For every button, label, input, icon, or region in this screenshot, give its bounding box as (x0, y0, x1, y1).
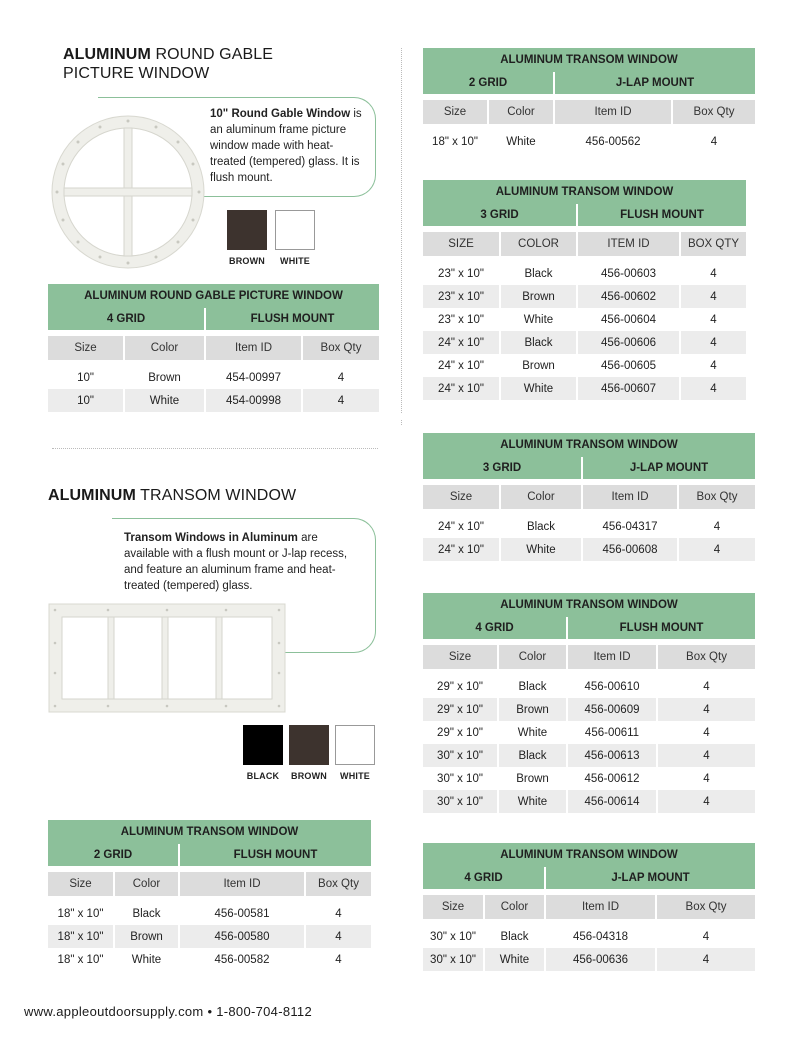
table-row: 29" x 10" Black 456-00610 4 (423, 669, 755, 698)
table-row: 30" x 10" White 456-00636 4 (423, 948, 755, 971)
mount-label: FLUSH MOUNT (566, 617, 755, 639)
table-title: ALUMINUM TRANSOM WINDOW (500, 439, 678, 451)
transom-4grid-jlap-table (423, 843, 755, 971)
table-title: ALUMINUM TRANSOM WINDOW (500, 54, 678, 66)
grid-label: 2 GRID (93, 849, 133, 861)
transom-2grid-flush-table (48, 820, 371, 971)
swatch-brown: BROWN (227, 210, 267, 266)
round-gable-swatches (227, 210, 315, 266)
table-row: 30" x 10" White 456-00614 4 (423, 790, 755, 813)
col-header: Item ID (544, 895, 655, 919)
col-header: Item ID (566, 645, 656, 669)
transom-4grid-flush-table (423, 593, 755, 813)
transom-title: ALUMINUM TRANSOM WINDOW (48, 487, 297, 504)
mount-label: J-LAP MOUNT (544, 867, 755, 889)
table-title: ALUMINUM ROUND GABLE PICTURE WINDOW (84, 290, 343, 302)
grid-label: 4 GRID (464, 872, 503, 884)
grid-label: 2 GRID (468, 77, 508, 89)
table-row: 30" x 10" Brown 456-00612 4 (423, 767, 755, 790)
swatch-white: WHITE (275, 210, 315, 266)
swatch-black: BLACK (243, 725, 283, 781)
brown-chip (227, 210, 267, 250)
footer-website[interactable]: www.appleoutdoorsupply.com (24, 1004, 204, 1019)
grid-label: 4 GRID (475, 622, 514, 634)
col-header: Size (48, 872, 113, 896)
col-header: ITEM ID (576, 232, 679, 256)
col-header: Box Qty (304, 872, 371, 896)
col-header: COLOR (499, 232, 576, 256)
mount-label: FLUSH MOUNT (576, 204, 746, 226)
round-gable-table (48, 284, 379, 412)
table-row: 18" x 10" White 456-00582 4 (48, 948, 371, 971)
transom-window-image (48, 603, 286, 713)
table-title: ALUMINUM TRANSOM WINDOW (495, 186, 674, 198)
transom-3grid-jlap-table (423, 433, 755, 561)
round-gable-description: 10" Round Gable Window is an aluminum frame picture window made with heat-treated (tempered) glass. It is flush mount. (210, 108, 362, 184)
col-header: BOX QTY (679, 232, 746, 256)
table-title: ALUMINUM TRANSOM WINDOW (500, 849, 678, 861)
col-header: Box Qty (655, 895, 755, 919)
table-row: 24" x 10" White 456-00607 4 (423, 377, 746, 400)
table-row: 18" x 10" Black 456-00581 4 (48, 896, 371, 925)
mount-label: J-LAP MOUNT (553, 72, 755, 94)
swatch-white: WHITE (335, 725, 375, 781)
footer-phone[interactable]: 1-800-704-8112 (216, 1004, 312, 1019)
table-row: 24" x 10" White 456-00608 4 (423, 538, 755, 561)
col-header: Box Qty (656, 645, 755, 669)
grid-label: 4 GRID (106, 313, 146, 325)
table-row: 29" x 10" White 456-00611 4 (423, 721, 755, 744)
table-row: 10" Brown 454-00997 4 (48, 360, 379, 389)
transom-3grid-flush-table (423, 180, 746, 400)
round-gable-window-image (48, 112, 208, 272)
col-header: Item ID (178, 872, 304, 896)
mount-label: FLUSH MOUNT (204, 308, 379, 330)
white-chip (335, 725, 375, 765)
grid-label: 3 GRID (480, 209, 519, 221)
table-row: 23" x 10" White 456-00604 4 (423, 308, 746, 331)
white-chip (275, 210, 315, 250)
col-header: Size (423, 645, 497, 669)
col-header: Size (423, 895, 483, 919)
swatch-brown: BROWN (289, 725, 329, 781)
footer-separator: • (203, 1004, 217, 1019)
col-header: Box Qty (301, 336, 379, 360)
col-header: Item ID (553, 100, 671, 124)
col-header: Color (113, 872, 178, 896)
col-header: Box Qty (677, 485, 755, 509)
col-header: Size (48, 336, 123, 360)
footer (24, 1004, 312, 1019)
transom-description: Transom Windows in Aluminum are available with a flush mount or J-lap recess, and feature an aluminum frame and heat-treated (tempered) glass. (124, 532, 348, 592)
col-header: Item ID (581, 485, 677, 509)
table-row: 30" x 10" Black 456-04318 4 (423, 919, 755, 948)
table-row: 24" x 10" Black 456-00606 4 (423, 331, 746, 354)
column-divider (401, 48, 402, 413)
col-header: Size (423, 100, 487, 124)
col-header: Color (497, 645, 566, 669)
table-row: 10" White 454-00998 4 (48, 389, 379, 412)
grid-label: 3 GRID (482, 462, 522, 474)
table-row: 23" x 10" Black 456-00603 4 (423, 256, 746, 285)
table-row: 18" x 10" Brown 456-00580 4 (48, 925, 371, 948)
transom-2grid-jlap-table (423, 48, 755, 153)
table-row: 29" x 10" Brown 456-00609 4 (423, 698, 755, 721)
col-header: Color (483, 895, 544, 919)
col-header: Color (499, 485, 581, 509)
col-header: Item ID (204, 336, 301, 360)
table-title: ALUMINUM TRANSOM WINDOW (120, 826, 299, 838)
transom-swatches (243, 725, 375, 781)
column-divider (401, 420, 402, 425)
table-row: 30" x 10" Black 456-00613 4 (423, 744, 755, 767)
table-row: 24" x 10" Black 456-04317 4 (423, 509, 755, 538)
col-header: Box Qty (671, 100, 755, 124)
col-header: Color (123, 336, 204, 360)
table-row: 24" x 10" Brown 456-00605 4 (423, 354, 746, 377)
brown-chip (289, 725, 329, 765)
col-header: Color (487, 100, 553, 124)
mount-label: FLUSH MOUNT (178, 844, 371, 866)
table-title: ALUMINUM TRANSOM WINDOW (500, 599, 678, 611)
round-gable-title: ALUMINUM ROUND GABLE PICTURE WINDOW (63, 46, 274, 82)
table-row: 18" x 10" White 456-00562 4 (423, 124, 755, 153)
col-header: Size (423, 485, 499, 509)
mount-label: J-LAP MOUNT (581, 457, 755, 479)
col-header: SIZE (423, 232, 499, 256)
table-row: 23" x 10" Brown 456-00602 4 (423, 285, 746, 308)
section-divider (52, 448, 378, 449)
black-chip (243, 725, 283, 765)
